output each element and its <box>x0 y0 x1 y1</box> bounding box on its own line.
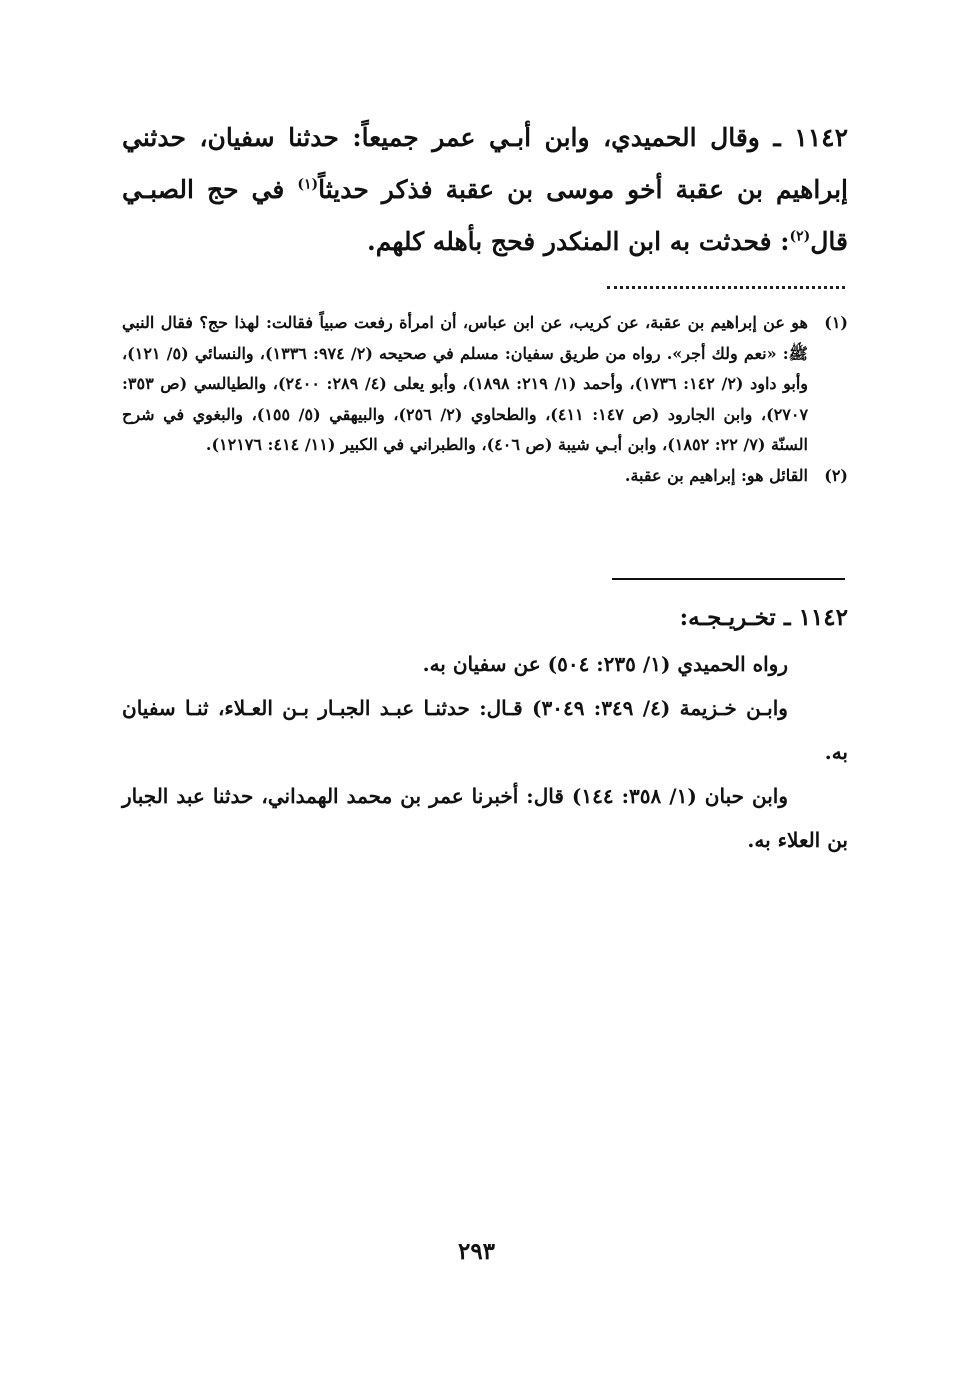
takhrij-section <box>122 596 848 862</box>
footnote-2 <box>122 461 848 492</box>
hadith-text <box>122 112 848 268</box>
takhrij-paragraph: وابن حبان (١/ ٣٥٨: ١٤٤) قال: أخبرنا عمر بن محمد الهمداني، حدثنا عبد الجبار بن العلاء به. <box>122 784 848 852</box>
takhrij-paragraph: رواه الحميدي (١/ ٢٣٥: ٥٠٤) عن سفيان به. <box>422 652 788 676</box>
hadith-text-part2: في حج الصبـي قال <box>122 175 848 256</box>
takhrij-heading: ١١٤٢ ـ تخـريـجـه: <box>679 604 848 631</box>
hadith-text-part1: وقال الحميدي، وابن أبـي عمر جميعاً: حدثنا سفيان، حدثني إبراهيم بن عقبة أخو موسى بن عقبة فذكر حديثاً <box>122 123 848 204</box>
footnote-ref-1[interactable]: (١) <box>297 176 319 193</box>
page-number: ٢٩٣ <box>457 1238 496 1265</box>
hadith-text-part3: : فحدثت به ابن المنكدر فحج بأهله كلهم. <box>367 227 790 256</box>
footnote-separator <box>607 286 845 289</box>
hadith-number: ١١٤٢ ـ <box>773 123 848 152</box>
footnote-text: هو عن إبراهيم بن عقبة، عن كريب، عن ابن عباس، أن امرأة رفعت صبياً فقالت: لهذا حج؟ فقال النبي ﷺ: «نعم ولك أجر». رواه من طريق سفيان: مسلم في صحيحه (٢/ ٩٧٤: ١٣٣٦)، والنسائي (٥/ ١٢١)، وأبو داود (٢/ ١٤٢: ١٧٣٦)، وأحمد (١/ ٢١٩: ١٨٩٨)، وأبو يعلى (٤/ ٢٨٩: ٢٤٠٠)، والطيالسي (ص ٣٥٣: ٢٧٠٧)، وابن الجارود (ص ١٤٧: ٤١١)، والطحاوي (٢/ ٢٥٦)، والبيهقي (٥/ ١٥٥)، والبغوي في شرح السنّة (٧/ ٢٢: ١٨٥٢)، وابن أبـي شيبة (ص ٤٠٦)، والطبراني في الكبير (١١/ ٤١٤: ١٢١٧٦). <box>122 313 809 454</box>
footnote-ref-2[interactable]: (٢) <box>789 228 811 245</box>
footnote-number: (٢) <box>824 465 848 485</box>
takhrij-paragraph: وابـن خـزيمة (٤/ ٣٤٩: ٣٠٤٩) قـال: حدثنـا عبـد الجبـار بـن العـلاء، ثنـا سفيان به. <box>122 696 848 764</box>
footnote-number: (١) <box>824 313 848 332</box>
section-rule <box>612 578 845 580</box>
footnote-1 <box>122 308 848 461</box>
footnote-text: القائل هو: إبراهيم بن عقبة. <box>624 465 808 485</box>
footnotes <box>122 308 848 491</box>
